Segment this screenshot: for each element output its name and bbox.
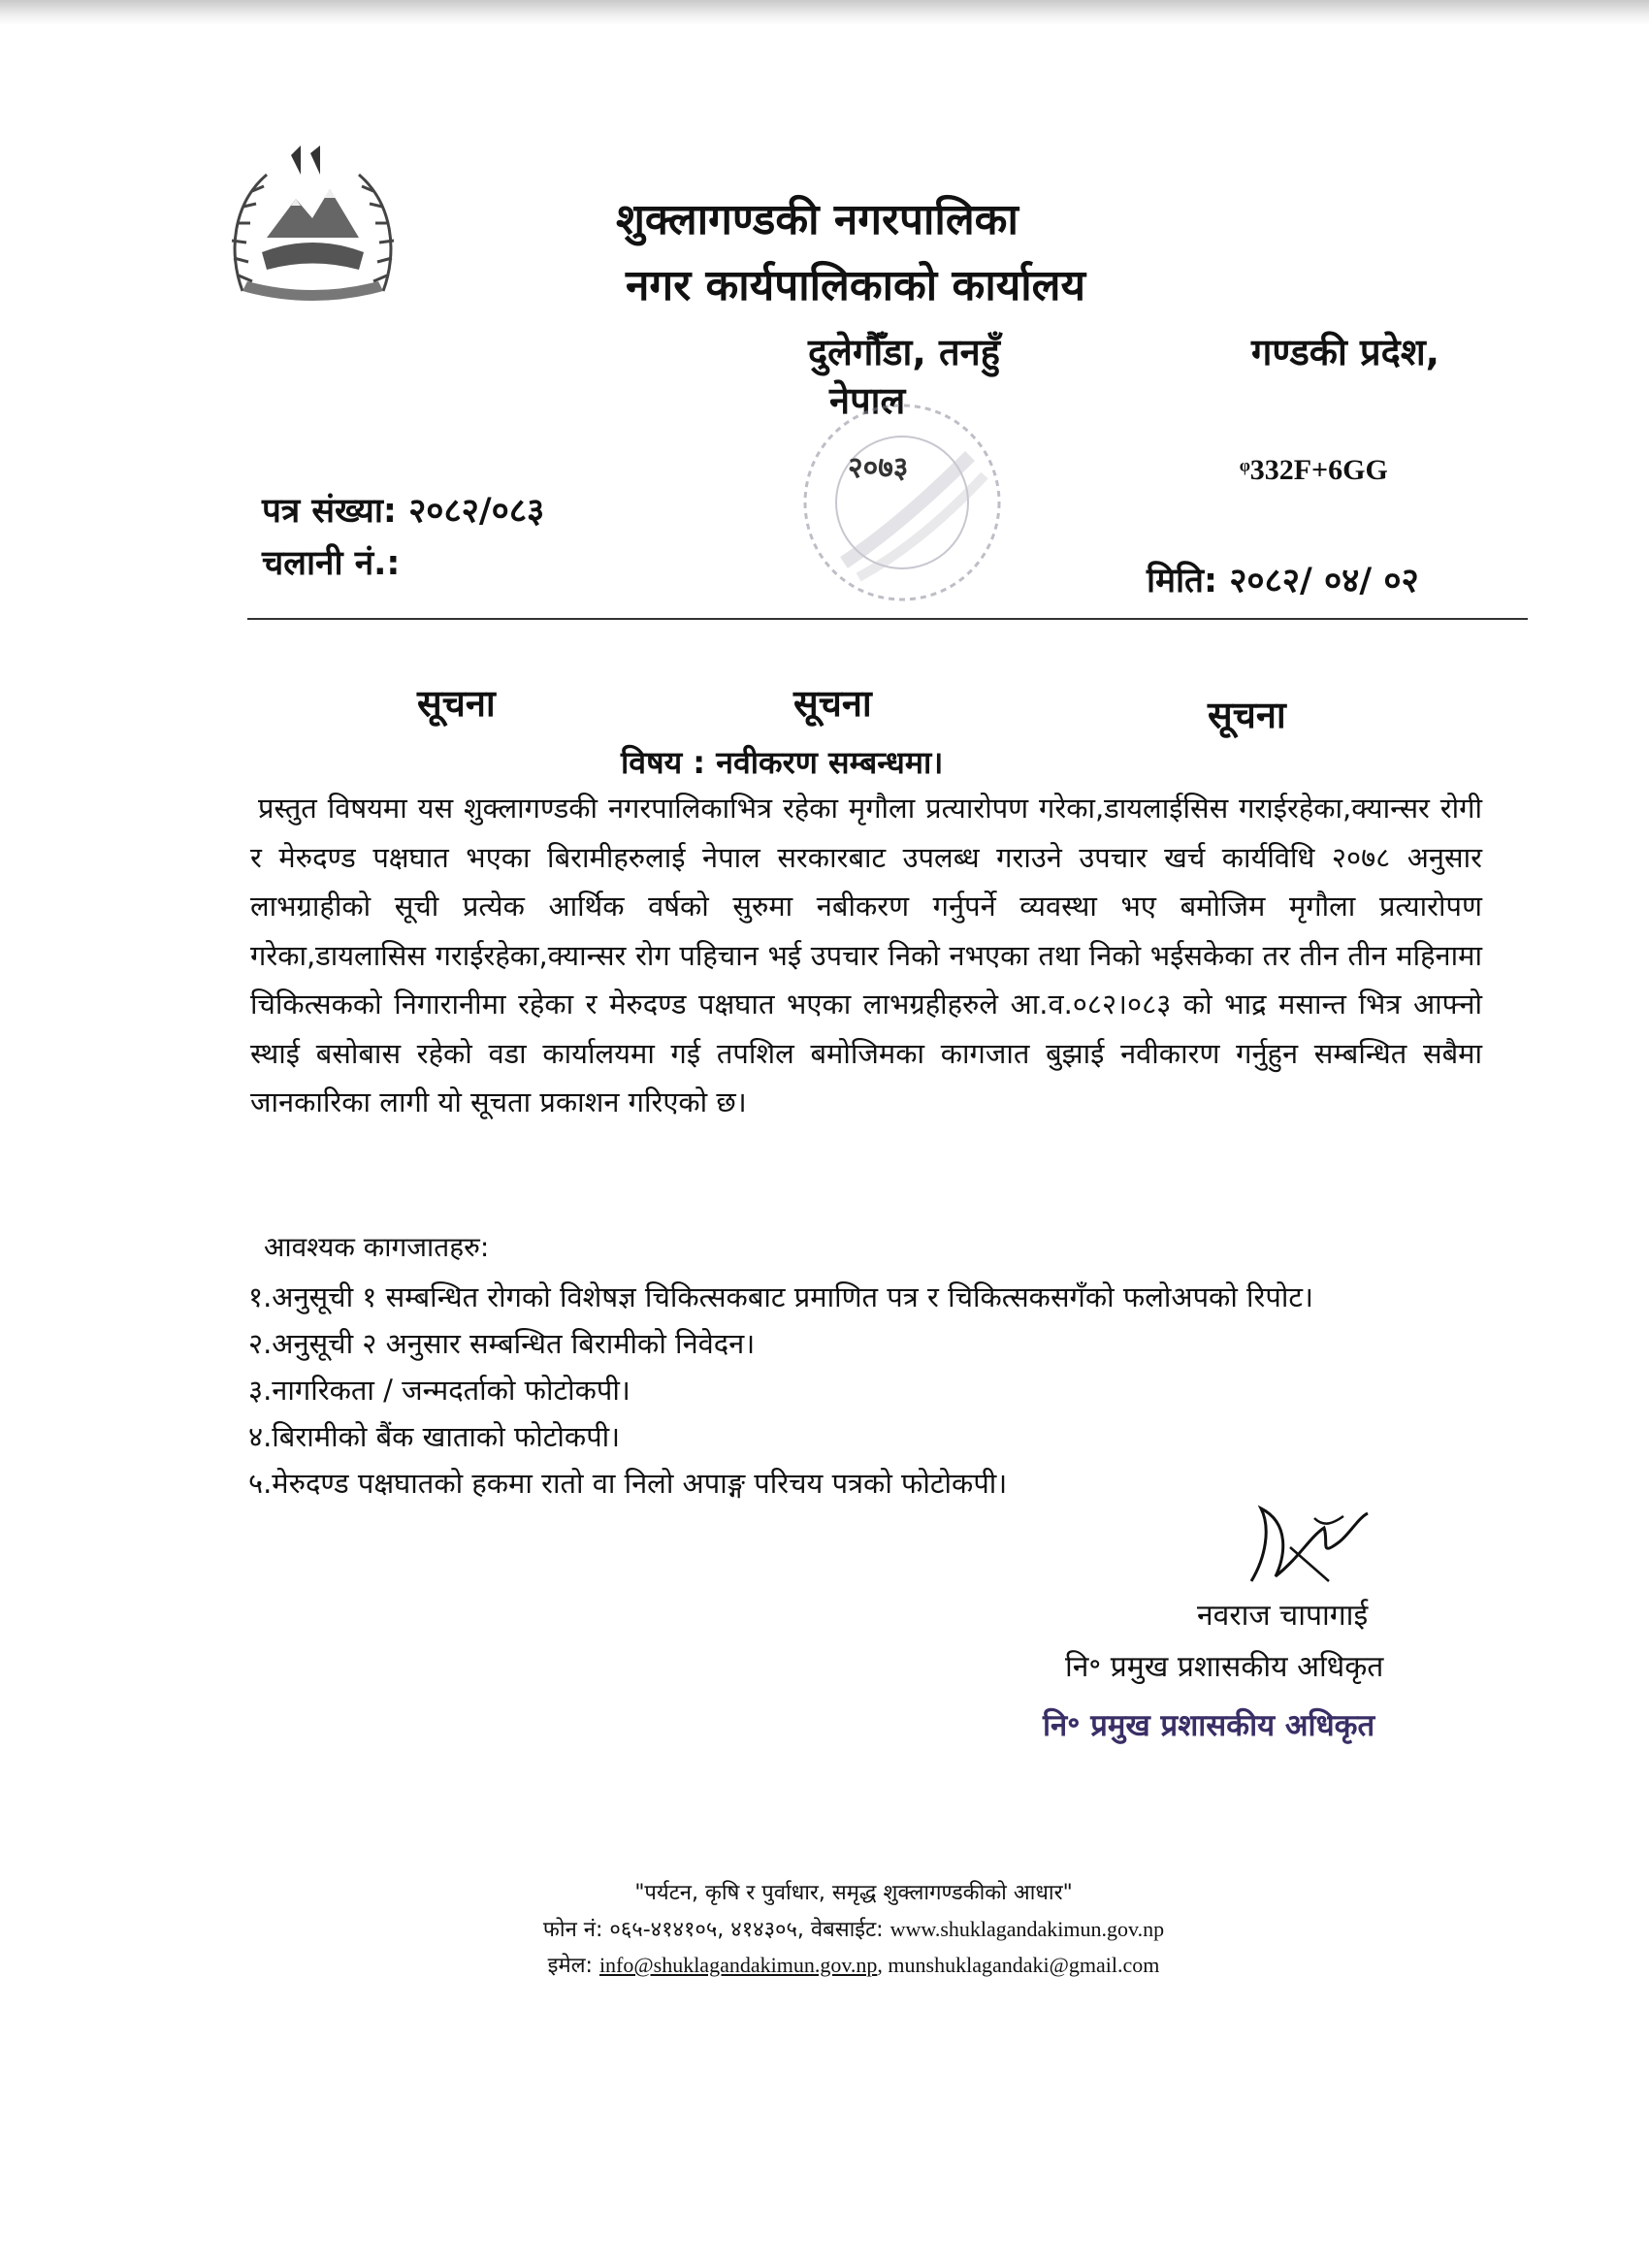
documents-item: ३.नागरिकता / जन्मदर्ताको फोटोकपी। (248, 1374, 630, 1407)
documents-item: ४.बिरामीको बैंक खाताको फोटोकपी। (248, 1420, 621, 1453)
address-line-2: नेपाल (829, 379, 906, 422)
documents-item: १.अनुसूची १ सम्बन्धित रोगको विशेषज्ञ चिकित्सकबाट प्रमाणित पत्र र चिकित्सकसगँको फलोअपको रिपोट। (248, 1280, 1314, 1313)
letter-number-label: पत्र संख्या: (262, 492, 397, 531)
signatory-title-stamp: नि॰ प्रमुख प्रशासकीय अधिकृत (1043, 1708, 1375, 1743)
letter-number-value: २०८२/०८३ (408, 492, 545, 531)
footer-contact (475, 1914, 1232, 1943)
notice-heading-2: सूचना (793, 682, 872, 725)
dispatch-number-label: चलानी नं.: (262, 544, 401, 583)
plus-code-value: 332F+6GG (1249, 454, 1388, 486)
notice-body: प्रस्तुत विषयमा यस शुक्लागण्डकी नगरपालिकाभित्र रहेका मृगौला प्रत्यारोपण गरेका,डायलाईसिस गराईरहेका,क्यान्सर रोगी र मेरुदण्ड पक्षघात भएका बिरामीहरुलाई नेपाल सरकारबाट उपलब्ध गराउने उपचार खर्च कार्यविधि २०७८ अनुसार लाभग्राहीको सूची प्रत्येक आर्थिक वर्षको सुरुमा नबीकरण गर्नुपर्ने व्यवस्था भए बमोजिम मृगौला प्रत्यारोपण गरेका,डायलासिस गराईरहेका,क्यान्सर रोग पहिचान भई उपचार निको नभएका तथा निको भईसकेका तर तीन तीन महिनामा चिकित्सकको निगारानीमा रहेका र मेरुदण्ड पक्षघात भएका लाभग्रहीहरुले आ.व.०८२।०८३ को भाद्र मसान्त भित्र आफ्नो स्थाई बसोबास रहेको वडा कार्यालयमा गई तपशिल बमोजिमका कागजात बुझाई नवीकारण गर्नुहुन सम्बन्धित सबैमा जानकारिका लागी यो सूचता प्रकाशन गरिएको छ। (250, 792, 1482, 1118)
documents-list (248, 1274, 1313, 1507)
nepal-emblem-icon (223, 146, 403, 301)
subject-line: विषय : नवीकरण सम्बन्धमा। (621, 744, 944, 781)
footer-email (485, 1950, 1222, 1979)
footer-email-link-1[interactable]: info@shuklagandakimun.gov.np (598, 1953, 878, 1977)
office-stamp-icon (786, 398, 1018, 606)
date-value: २०८२/ ०४/ ०२ (1229, 562, 1419, 600)
documents-item: २.अनुसूची २ अनुसार सम्बन्धित बिरामीको निवेदन। (248, 1327, 756, 1360)
notice-heading-3: सूचना (1208, 694, 1286, 736)
signatory-name: नवराज चापागाई (1197, 1599, 1369, 1633)
office-subtitle: नगर कार्यपालिकाको कार्यालय (626, 261, 1085, 310)
date (1147, 557, 1419, 602)
address-line-1: दुलेगौँडा, तनहुँ (808, 331, 1000, 373)
footer-phone: फोन नं: ०६५-४१४१०५, ४१४३०५, वेबसाईट: (542, 1918, 884, 1942)
footer-website-link[interactable]: www.shuklagandakimun.gov.np (889, 1917, 1165, 1941)
documents-item: ५.मेरुदण्ड पक्षघातको हकमा रातो वा निलो अपाङ्ग परिचय पत्रको फोटोकपी। (248, 1467, 1008, 1500)
documents-title: आवश्यक कागजातहरु: (264, 1231, 490, 1263)
date-label: मिति: (1147, 562, 1218, 600)
province: गण्डकी प्रदेश, (1251, 331, 1440, 373)
footer-email-link-2[interactable]: , munshuklagandaki@gmail.com (877, 1953, 1160, 1977)
footer-email-label: इमेल: (547, 1954, 593, 1978)
stamp-year: २०७३ (848, 451, 909, 485)
location-pin-icon: ᵠ (1240, 454, 1250, 486)
office-name: शुक्लागण्डकी नगरपालिका (616, 195, 1018, 244)
signature-icon (1232, 1489, 1387, 1596)
footer-slogan: "पर्यटन, कृषि र पुर्वाधार, समृद्ध शुक्लागण्डकीको आधार" (634, 1881, 1073, 1905)
header-divider (247, 618, 1528, 620)
plus-code (1240, 454, 1388, 487)
notice-heading-1: सूचना (417, 682, 496, 725)
signatory-title: नि॰ प्रमुख प्रशासकीय अधिकृत (1065, 1650, 1384, 1684)
scan-shadow (0, 0, 1649, 25)
letter-number (262, 487, 544, 533)
